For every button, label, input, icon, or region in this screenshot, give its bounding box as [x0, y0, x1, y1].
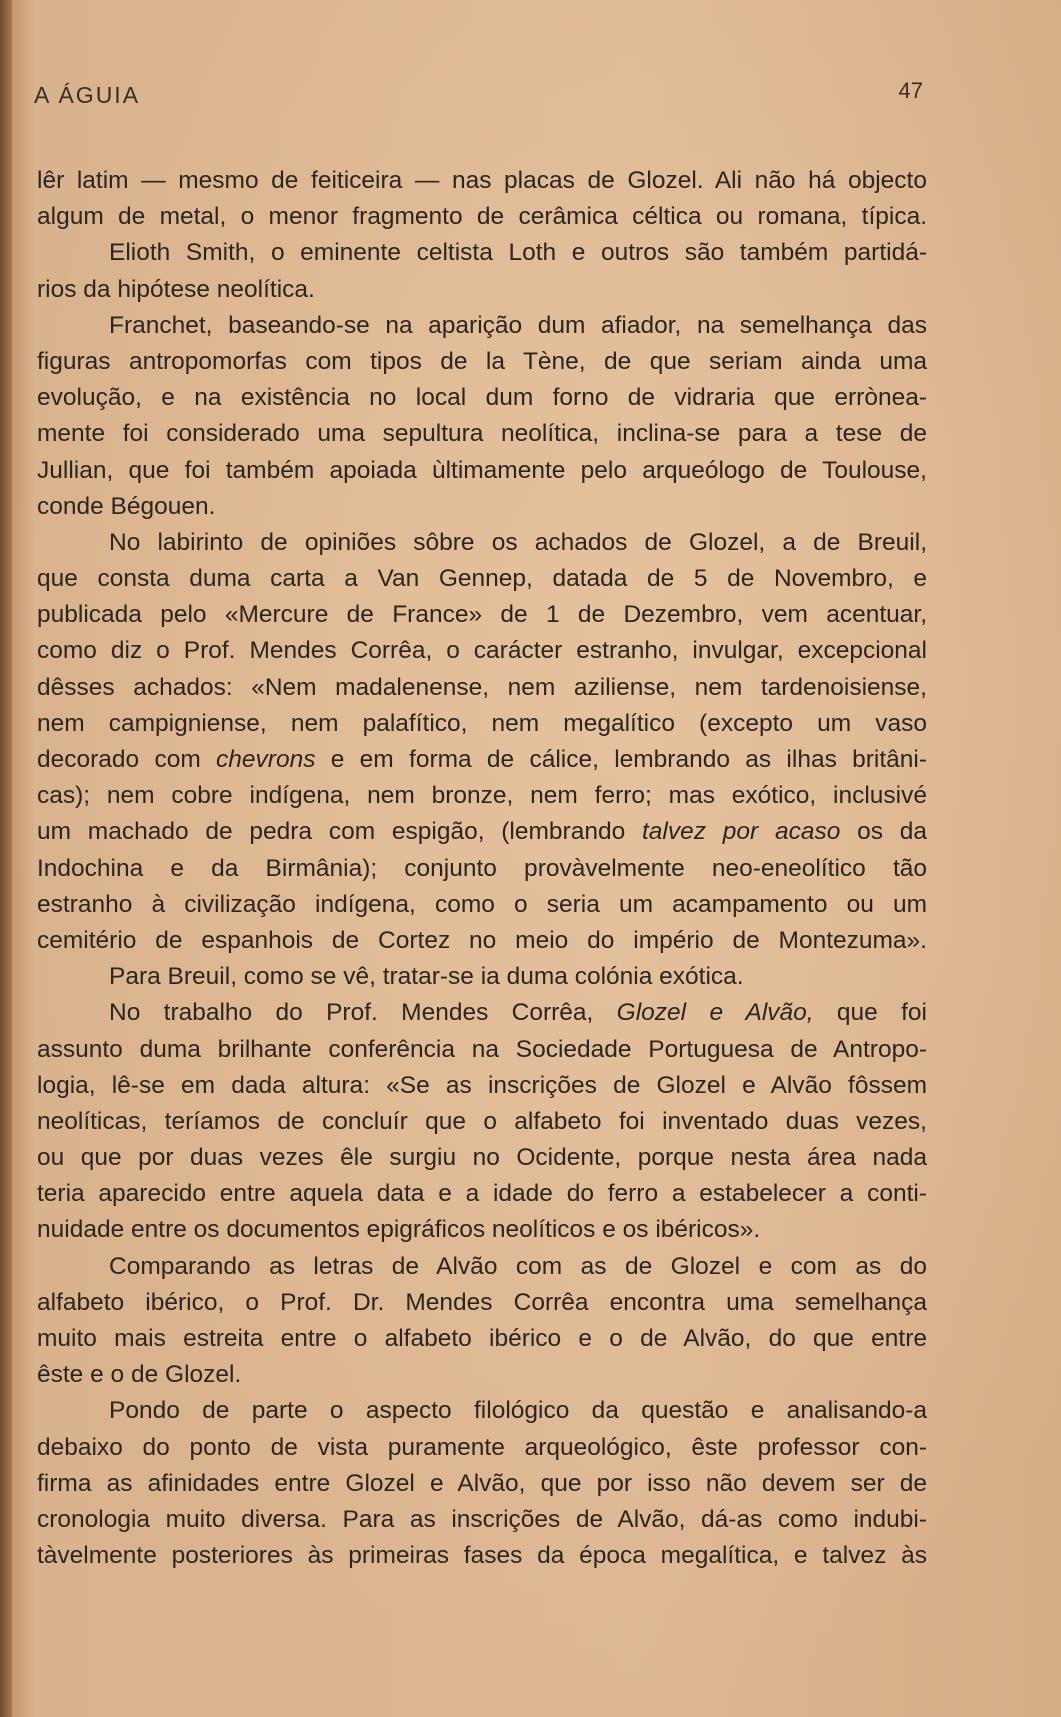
text-line: [37, 778, 927, 814]
text-segment: um machado de pedra com espigão, (lembrando: [37, 818, 642, 846]
text-line: [37, 525, 927, 561]
text-segment: Para Breuil, como se vê, tratar-se ia duma colónia exótica.: [109, 963, 744, 991]
text-line: [37, 1212, 927, 1248]
text-line: [37, 633, 927, 669]
text-line: [37, 308, 927, 344]
text-segment: logia, lê-se em dada altura: «Se as inscrições de Glozel e Alvão fôssem: [37, 1071, 927, 1099]
text-segment: dêsses achados: «Nem madalenense, nem aziliense, nem tardenoisiense,: [37, 673, 927, 701]
text-segment: Franchet, baseando-se na aparição dum afiador, na semelhança das: [109, 311, 927, 339]
text-segment: figuras antropomorfas com tipos de la Tène, de que seriam ainda uma: [37, 347, 927, 375]
text-line: [37, 235, 927, 271]
running-head: A ÁGUIA: [34, 82, 141, 108]
text-line: [37, 1357, 927, 1393]
text-segment: Indochina e da Birmânia); conjunto provàvelmente neo-eneolítico tão: [37, 854, 927, 882]
text-line: [37, 814, 927, 850]
text-line: [37, 887, 927, 923]
text-segment: publicada pelo «Mercure de France» de 1 de Dezembro, vem acentuar,: [37, 601, 927, 629]
text-line: [37, 1176, 927, 1212]
text-segment: neolíticas, teríamos de concluír que o alfabeto foi inventado duas vezes,: [37, 1107, 927, 1135]
text-segment: lêr latim — mesmo de feiticeira — nas placas de Glozel. Ali não há objecto: [37, 167, 927, 194]
text-line: [37, 199, 927, 235]
text-segment: Comparando as letras de Alvão com as de Glozel e com as do: [109, 1252, 927, 1280]
text-segment: êste e o de Glozel.: [37, 1361, 242, 1389]
text-segment: cas); nem cobre indígena, nem bronze, nem ferro; mas exótico, inclusivé: [37, 782, 927, 810]
text-line: [37, 923, 927, 959]
text-line: [37, 851, 927, 887]
text-segment: cemitério de espanhois de Cortez no meio do império de Montezuma».: [37, 926, 927, 954]
text-line: [37, 1140, 927, 1176]
text-line: [37, 706, 927, 742]
text-segment: os da: [840, 818, 927, 846]
text-segment: conde Bégouen.: [37, 492, 216, 520]
text-line: [37, 1068, 927, 1104]
text-segment: nem campigniense, nem palafítico, nem megalítico (excepto um vaso: [37, 709, 927, 737]
text-segment: rios da hipótese neolítica.: [37, 275, 315, 303]
text-segment: que consta duma carta a Van Gennep, datada de 5 de Novembro, e: [37, 565, 927, 593]
text-line: [37, 380, 927, 416]
text-line: [37, 995, 927, 1031]
text-segment: que foi: [813, 999, 928, 1027]
text-segment: tàvelmente posteriores às primeiras fases da época megalítica, e talvez às: [37, 1542, 927, 1570]
text-segment: firma as afinidades entre Glozel e Alvão, que por isso não devem ser de: [37, 1469, 927, 1497]
page-spine-shadow: [0, 0, 12, 1717]
text-line: [37, 1285, 927, 1321]
text-segment: No trabalho do Prof. Mendes Corrêa,: [109, 999, 617, 1027]
italic-text: talvez por acaso: [641, 818, 841, 846]
text-line: [37, 1430, 927, 1466]
italic-text: Glozel e Alvão,: [616, 999, 814, 1027]
text-segment: evolução, e na existência no local dum forno de vidraria que errònea-: [37, 384, 927, 412]
text-line: [37, 1321, 927, 1357]
text-segment: teria aparecido entre aquela data e a idade do ferro a estabelecer a conti-: [37, 1180, 927, 1208]
text-segment: mente foi considerado uma sepultura neolítica, inclina-se para a tese de: [37, 420, 927, 448]
page-number: 47: [898, 78, 923, 103]
text-line: [37, 1538, 927, 1574]
text-line: [37, 453, 927, 489]
text-segment: Elioth Smith, o eminente celtista Loth e outros são também partidá-: [109, 239, 927, 267]
text-line: [37, 1466, 927, 1502]
text-segment: estranho à civilização indígena, como o seria um acampamento ou um: [37, 890, 927, 918]
text-line: [37, 1393, 927, 1429]
text-segment: assunto duma brilhante conferência na Sociedade Portuguesa de Antropo-: [37, 1035, 927, 1063]
text-segment: como diz o Prof. Mendes Corrêa, o carácter estranho, invulgar, excepcional: [37, 637, 927, 665]
text-segment: e em forma de cálice, lembrando as ilhas britâni-: [315, 746, 928, 773]
text-line: [37, 959, 927, 995]
body-text: [37, 163, 927, 1574]
text-line: [37, 272, 927, 308]
text-line: [37, 1502, 927, 1538]
text-segment: muito mais estreita entre o alfabeto ibérico e o de Alvão, do que entre: [37, 1325, 927, 1352]
text-segment: cronologia muito diversa. Para as inscrições de Alvão, dá-as como indubi-: [37, 1505, 927, 1533]
text-line: [37, 163, 927, 199]
text-line: [37, 1032, 927, 1068]
text-segment: ou que por duas vezes êle surgiu no Ocidente, porque nesta área nada: [37, 1144, 927, 1172]
text-line: [37, 416, 927, 452]
text-segment: Pondo de parte o aspecto filológico da questão e analisando-a: [109, 1397, 927, 1425]
text-line: [37, 489, 927, 525]
text-line: [37, 1104, 927, 1140]
text-line: [37, 597, 927, 633]
text-segment: nuidade entre os documentos epigráficos neolíticos e os ibéricos».: [37, 1216, 761, 1244]
text-segment: algum de metal, o menor fragmento de cerâmica céltica ou romana, típica.: [37, 203, 927, 231]
text-segment: alfabeto ibérico, o Prof. Dr. Mendes Corrêa encontra uma semelhança: [37, 1288, 927, 1316]
text-line: [37, 344, 927, 380]
text-line: [37, 1249, 927, 1285]
text-segment: debaixo do ponto de vista puramente arqueológico, êste professor con-: [37, 1433, 927, 1461]
text-segment: decorado com: [37, 746, 217, 773]
text-segment: No labirinto de opiniões sôbre os achados de Glozel, a de Breuil,: [109, 528, 927, 556]
italic-text: chevrons: [216, 746, 316, 773]
text-line: [37, 561, 927, 597]
text-line: [37, 670, 927, 706]
page-header: [34, 78, 923, 114]
text-line: [37, 742, 927, 778]
text-segment: Jullian, que foi também apoiada ùltimamente pelo arqueólogo de Toulouse,: [37, 456, 927, 484]
